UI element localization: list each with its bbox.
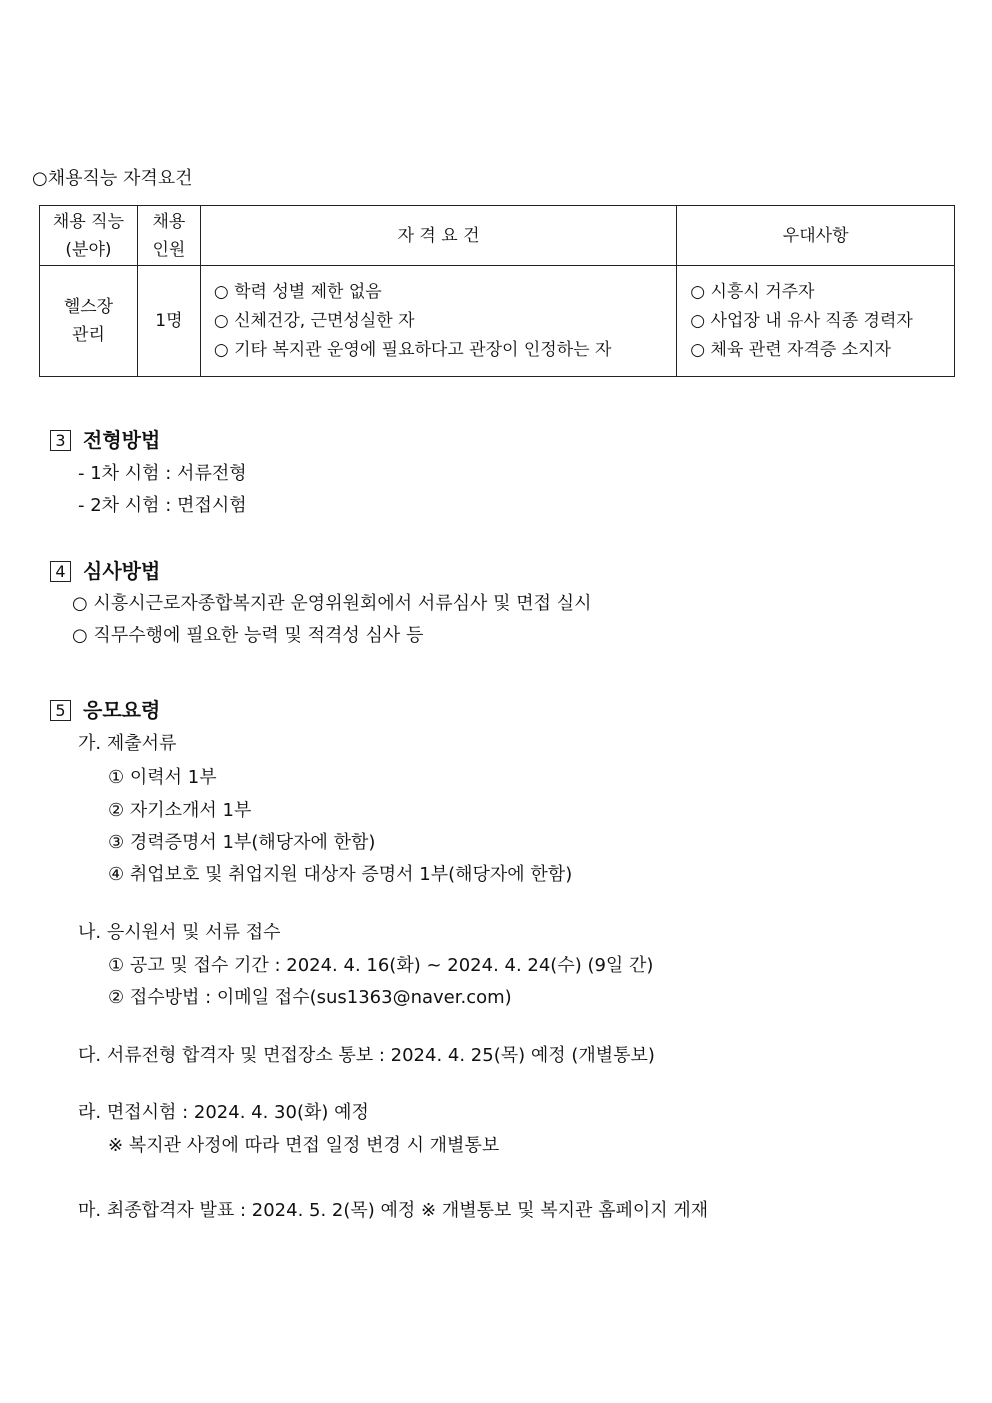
section-title: 응모요령 bbox=[83, 698, 161, 722]
list-item: ○ 시흥시근로자종합복지관 운영위원회에서 서류심사 및 면접 실시 bbox=[72, 593, 592, 614]
preference-item: ○ 체육 관련 자격증 소지자 bbox=[690, 339, 891, 360]
subsection-title: 나. 응시원서 및 서류 접수 bbox=[78, 922, 281, 943]
section-4-heading bbox=[50, 555, 160, 584]
subsection-title: 라. 면접시험 : 2024. 4. 30(화) 예정 bbox=[78, 1102, 369, 1123]
header-requirements: 자 격 요 건 bbox=[200, 206, 676, 266]
requirement-item: ○ 신체건강, 근면성실한 자 bbox=[213, 310, 415, 331]
list-item: ④ 취업보호 및 취업지원 대상자 증명서 1부(해당자에 한함) bbox=[108, 864, 573, 885]
note-text: ※ 복지관 사정에 따라 면접 일정 변경 시 개별통보 bbox=[108, 1135, 500, 1156]
header-field: 채용 직능 (분야) bbox=[40, 206, 138, 266]
cell-preferences bbox=[677, 266, 955, 377]
list-item: ① 이력서 1부 bbox=[108, 767, 217, 788]
list-item: ② 접수방법 : 이메일 접수(sus1363@naver.com) bbox=[108, 987, 512, 1008]
list-item: ○ 직무수행에 필요한 능력 및 적격성 심사 등 bbox=[72, 625, 424, 646]
cell-requirements bbox=[200, 266, 676, 377]
section-3-heading bbox=[50, 424, 160, 453]
subsection-title: 가. 제출서류 bbox=[78, 733, 177, 754]
requirement-item: ○ 학력 성별 제한 없음 bbox=[213, 281, 382, 302]
section-title: 심사방법 bbox=[83, 559, 161, 583]
preference-item: ○ 사업장 내 유사 직종 경력자 bbox=[690, 310, 913, 331]
list-item: - 2차 시험 : 면접시험 bbox=[78, 495, 247, 516]
section-title: 전형방법 bbox=[83, 428, 161, 452]
section-number: 4 bbox=[50, 561, 71, 582]
section-5-heading bbox=[50, 694, 160, 723]
header-preferences: 우대사항 bbox=[677, 206, 955, 266]
list-item: - 1차 시험 : 서류전형 bbox=[78, 463, 247, 484]
subsection-title: 다. 서류전형 합격자 및 면접장소 통보 : 2024. 4. 25(목) 예정 (개별통보) bbox=[78, 1045, 655, 1066]
qualification-heading: ○채용직능 자격요건 bbox=[32, 168, 193, 189]
preference-item: ○ 시흥시 거주자 bbox=[690, 281, 815, 302]
list-item: ② 자기소개서 1부 bbox=[108, 800, 252, 821]
cell-count: 1명 bbox=[137, 266, 200, 377]
table-row bbox=[40, 266, 955, 377]
section-number: 3 bbox=[50, 430, 71, 451]
requirement-item: ○ 기타 복지관 운영에 필요하다고 관장이 인정하는 자 bbox=[213, 339, 612, 360]
section-number: 5 bbox=[50, 700, 71, 721]
subsection-title: 마. 최종합격자 발표 : 2024. 5. 2(목) 예정 ※ 개별통보 및 복지관 홈페이지 게재 bbox=[78, 1200, 709, 1221]
header-count: 채용 인원 bbox=[137, 206, 200, 266]
cell-field: 헬스장 관리 bbox=[40, 266, 138, 377]
list-item: ③ 경력증명서 1부(해당자에 한함) bbox=[108, 832, 376, 853]
list-item: ① 공고 및 접수 기간 : 2024. 4. 16(화) ~ 2024. 4. 24(수) (9일 간) bbox=[108, 955, 654, 976]
qualification-table bbox=[39, 205, 955, 377]
table-header-row bbox=[40, 206, 955, 266]
